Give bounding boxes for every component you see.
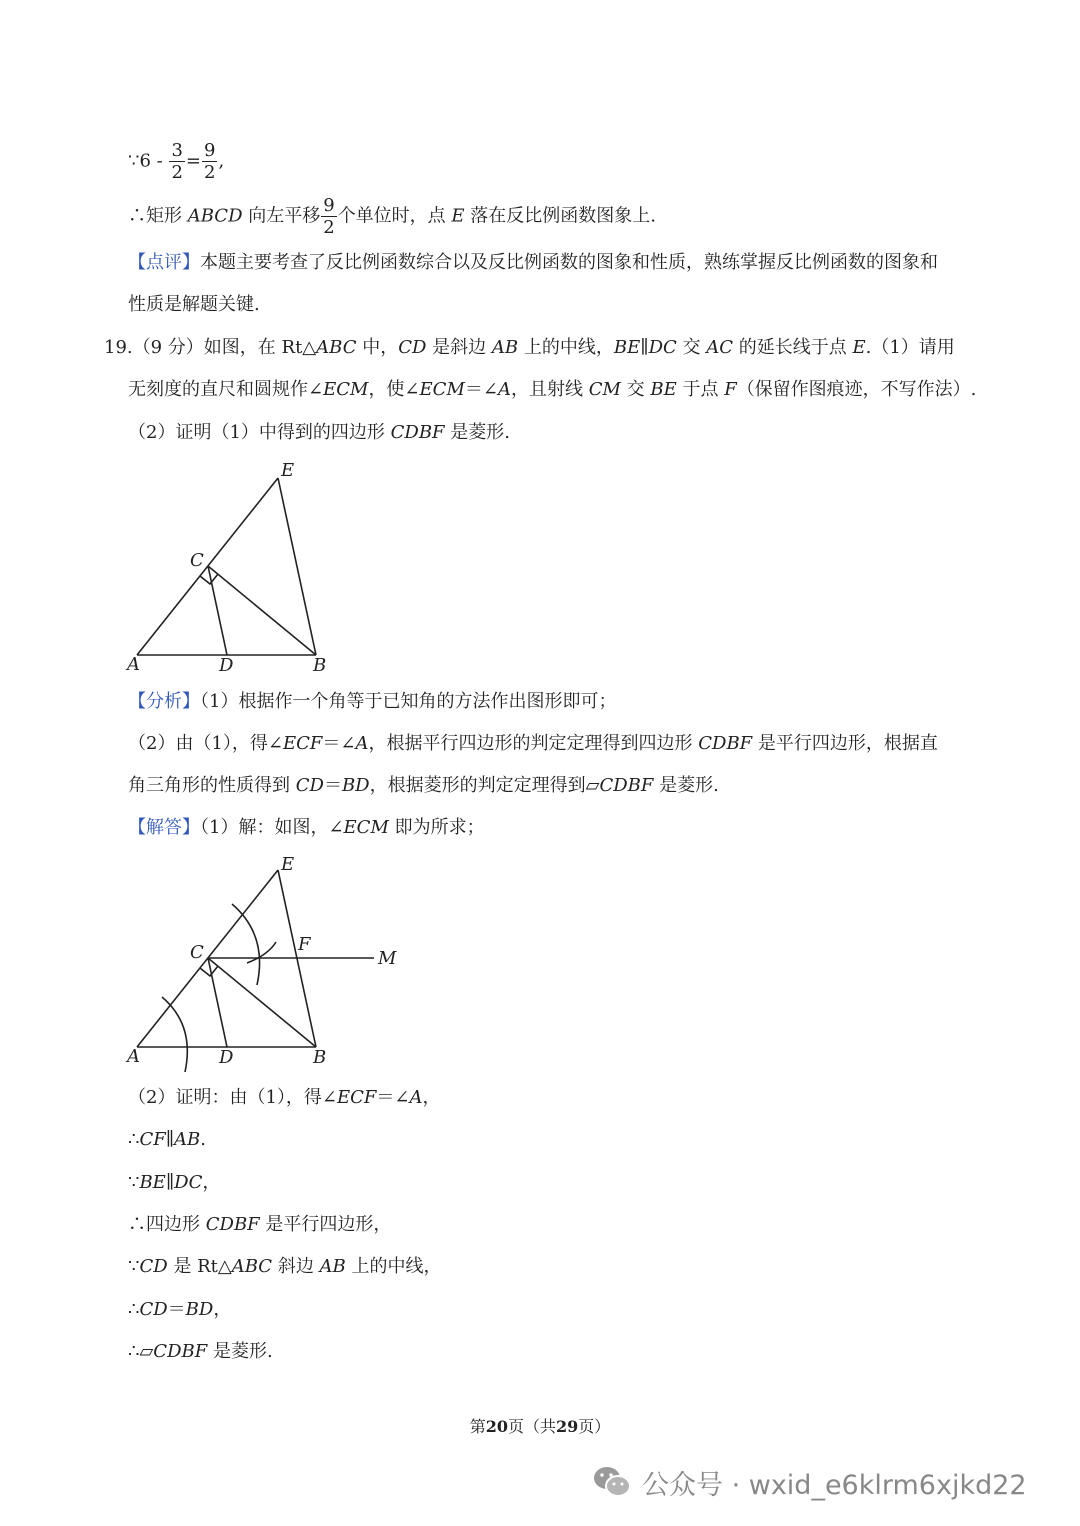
construction-arc-a (162, 997, 187, 1072)
right-angle-mark (200, 574, 218, 584)
analysis-line-3: 角三角形的性质得到 CD＝BD，根据菱形的判定定理得到▱CDBF 是菱形. (128, 775, 719, 796)
answer-line-1: 【解答】（1）解：如图，∠ECM 即为所求； (128, 817, 485, 838)
watermark-text: 公众号 · wxid_e6klrm6xjkd22 (642, 1469, 1027, 1501)
label-b: B (313, 1047, 327, 1068)
page-footer: 第20页（共29页） (469, 1417, 611, 1436)
answer-tag: 【解答】 (128, 817, 200, 838)
comment-line-2: 性质是解题关键. (128, 294, 260, 315)
wechat-icon (592, 1464, 632, 1500)
label-e: E (281, 460, 295, 481)
label-m: M (378, 948, 397, 969)
proof-line-3: ∵BE∥DC， (128, 1172, 221, 1193)
label-d: D (219, 1047, 234, 1068)
proof-line-1: （2）证明：由（1），得∠ECF＝∠A， (128, 1087, 441, 1108)
label-d: D (219, 655, 234, 676)
label-c: C (190, 550, 204, 571)
proof-line-5: ∵CD 是 Rt△ABC 斜边 AB 上的中线， (128, 1256, 442, 1277)
label-a: A (127, 1046, 140, 1067)
fraction: $\frac{9}{2}$ (323, 195, 335, 238)
label-c: C (190, 942, 204, 963)
step-line-2: ∴矩形 ABCD 向左平移 $\frac{9}{2}$ 个单位时，点 E 落在反比例函数图象上. (128, 195, 657, 238)
figure-triangle-1 (0, 458, 1080, 678)
analysis-line-1: 【分析】（1）根据作一个角等于已知角的方法作出图形即可； (128, 691, 617, 712)
question-19-line-1: 19.（9 分）如图，在 Rt△ABC 中，CD 是斜边 AB 上的中线，BE∥DC 交 AC 的延长线于点 E.（1）请用 (104, 337, 955, 358)
construction-arc-f (247, 942, 276, 963)
label-e: E (281, 854, 295, 875)
comment-line-1: 【点评】本题主要考查了反比例函数综合以及反比例函数的图象和性质，熟练掌握反比例函数的图象和 (128, 252, 938, 273)
proof-line-7: ∴▱CDBF 是菱形. (128, 1341, 273, 1362)
label-b: B (313, 655, 327, 676)
comment-tag: 【点评】 (128, 252, 200, 273)
question-19-line-3: （2）证明（1）中得到的四边形 CDBF 是菱形. (128, 422, 510, 443)
right-angle-mark (200, 966, 218, 976)
construction-arc-c (232, 904, 260, 985)
proof-line-2: ∴CF∥AB. (128, 1129, 207, 1150)
question-19-line-2: 无刻度的直尺和圆规作∠ECM，使∠ECM＝∠A，且射线 CM 交 BE 于点 F（保留作图痕迹，不写作法）. (128, 379, 977, 400)
watermark (592, 1462, 1027, 1502)
proof-line-4: ∴四边形 CDBF 是平行四边形， (128, 1214, 392, 1235)
label-f: F (298, 934, 311, 955)
figure-triangle-construction (0, 850, 1080, 1075)
fraction: $\frac{9}{2}$ (203, 140, 216, 183)
proof-line-6: ∴CD＝BD， (128, 1299, 232, 1320)
label-a: A (127, 654, 140, 675)
analysis-line-2: （2）由（1），得∠ECF＝∠A，根据平行四边形的判定定理得到四边形 CDBF 是平行四边形，根据直 (128, 733, 938, 754)
analysis-tag: 【分析】 (128, 691, 200, 712)
fraction: $\frac{3}{2}$ (171, 140, 183, 183)
step-line-1: ∵6 - $\frac{3}{2}$ = $\frac{9}{2}$ , (128, 140, 225, 183)
